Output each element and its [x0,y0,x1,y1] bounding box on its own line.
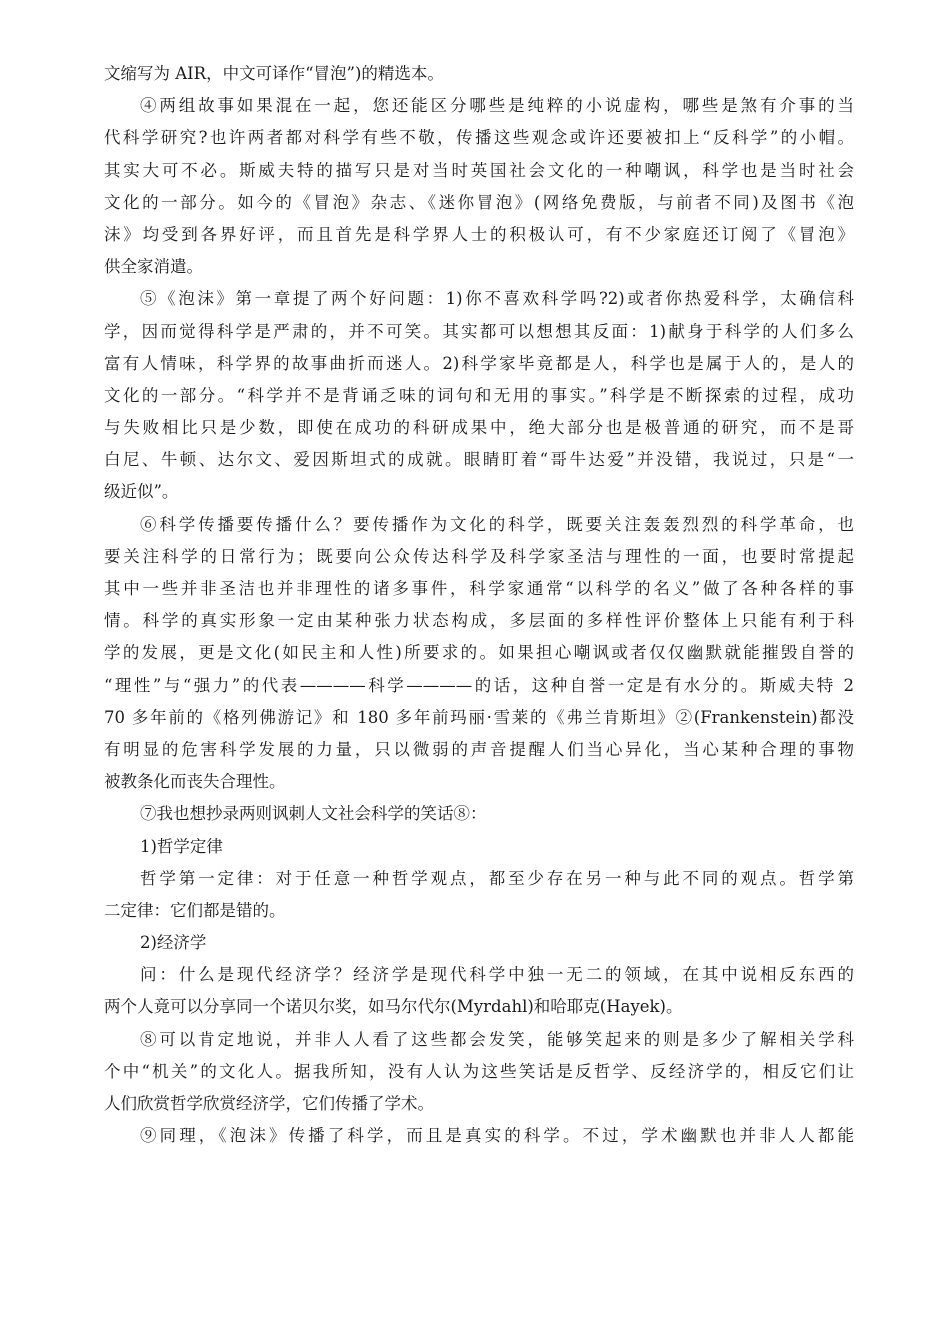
text-line: 供全家消遣。 [104,257,203,277]
text-line: 学的发展，更是文化(如民主和人性)所要求的。如果担心嘲讽或者仅仅幽默就能摧毁自誉的 [104,643,854,663]
text-line: ⑤《泡沫》第一章提了两个好问题：1)你不喜欢科学吗?2)或者你热爱科学，太确信科 [140,289,854,309]
text-line: ⑨同理，《泡沫》传播了科学，而且是真实的科学。不过，学术幽默也并非人人都能 [140,1126,854,1146]
text-line: 文化的一部分。如今的《冒泡》杂志、《迷你冒泡》(网络免费版，与前者不同)及图书《泡 [104,192,854,212]
text-line: 二定律：它们都是错的。 [104,900,286,920]
text-line: 文缩写为 AIR，中文可译作“冒泡”)的精选本。 [104,64,444,83]
text-line: 要关注科学的日常行为；既要向公众传达科学及科学家圣洁与理性的一面，也要时常提起 [104,546,854,566]
text-line: 其实大可不必。斯威夫特的描写只是对当时英国社会文化的一种嘲讽，科学也是当时社会 [104,160,854,180]
text-line: 富有人情味，科学界的故事曲折而迷人。2)科学家毕竟都是人，科学也是属于人的，是人的 [104,353,854,373]
text-line: 与失败相比只是少数，即使在成功的科研成果中，绝大部分也是极普通的研究，而不是哥 [104,418,854,438]
text-line: 70 多年前的《格列佛游记》和 180 多年前玛丽·雪莱的《弗兰肯斯坦》②(Frankenstein)都没 [104,707,854,727]
text-line: 代科学研究?也许两者都对科学有些不敬，传播这些观念或许还要被扣上“反科学”的小帽。 [104,128,854,148]
text-line: ⑦我也想抄录两则讽刺人文社会科学的笑话⑧： [140,804,487,824]
text-line: 有明显的危害科学发展的力量，只以微弱的声音提醒人们当心异化，当心某种合理的事物 [104,739,854,759]
text-line: 哲学第一定律：对于任意一种哲学观点，都至少存在另一种与此不同的观点。哲学第 [140,868,854,888]
body-text [104,58,854,1152]
text-line: ⑧可以肯定地说，并非人人看了这些都会发笑，能够笑起来的则是多少了解相关学科 [140,1029,854,1049]
text-line: 两个人竟可以分享同一个诺贝尔奖，如马尔代尔(Myrdahl)和哈耶克(Hayek)。 [104,997,683,1017]
text-line: “理性”与“强力”的代表————科学————的话，这种自誉一定是有水分的。斯威夫特 2 [104,675,854,695]
text-line: 白尼、牛顿、达尔文、爱因斯坦式的成就。眼睛盯着“哥牛达爱”并没错，我说过，只是“一 [104,450,854,470]
text-line: 被教条化而丧失合理性。 [104,772,286,792]
text-line: 学，因而觉得科学是严肃的，并不可笑。其实都可以想想其反面：1)献身于科学的人们多么 [104,321,854,341]
text-line: 个中“机关”的文化人。据我所知，没有人认为这些笑话是反哲学、反经济学的，相反它们让 [104,1061,854,1081]
text-line: 级近似”。 [104,482,179,502]
text-line: 问：什么是现代经济学？经济学是现代科学中独一无二的领域，在其中说相反东西的 [140,965,854,985]
text-line: 2)经济学 [140,933,207,953]
text-line: 情。科学的真实形象一定由某种张力状态构成，多层面的多样性评价整体上只能有利于科 [104,611,854,631]
text-line: ⑥科学传播要传播什么？要传播作为文化的科学，既要关注轰轰烈烈的科学革命，也 [140,514,854,534]
text-line: 其中一些并非圣洁也并非理性的诸多事件，科学家通常“以科学的名义”做了各种各样的事 [104,579,854,598]
text-line: 沫》均受到各界好评，而且首先是科学界人士的积极认可，有不少家庭还订阅了《冒泡》 [104,224,854,244]
text-line: 1)哲学定律 [140,836,223,856]
text-line: 人们欣赏哲学欣赏经济学，它们传播了学术。 [104,1094,434,1113]
text-line: ④两组故事如果混在一起，您还能区分哪些是纯粹的小说虚构，哪些是煞有介事的当 [140,96,854,116]
text-line: 文化的一部分。“科学并不是背诵乏味的词句和无用的事实。”科学是不断探索的过程，成功 [104,385,854,405]
